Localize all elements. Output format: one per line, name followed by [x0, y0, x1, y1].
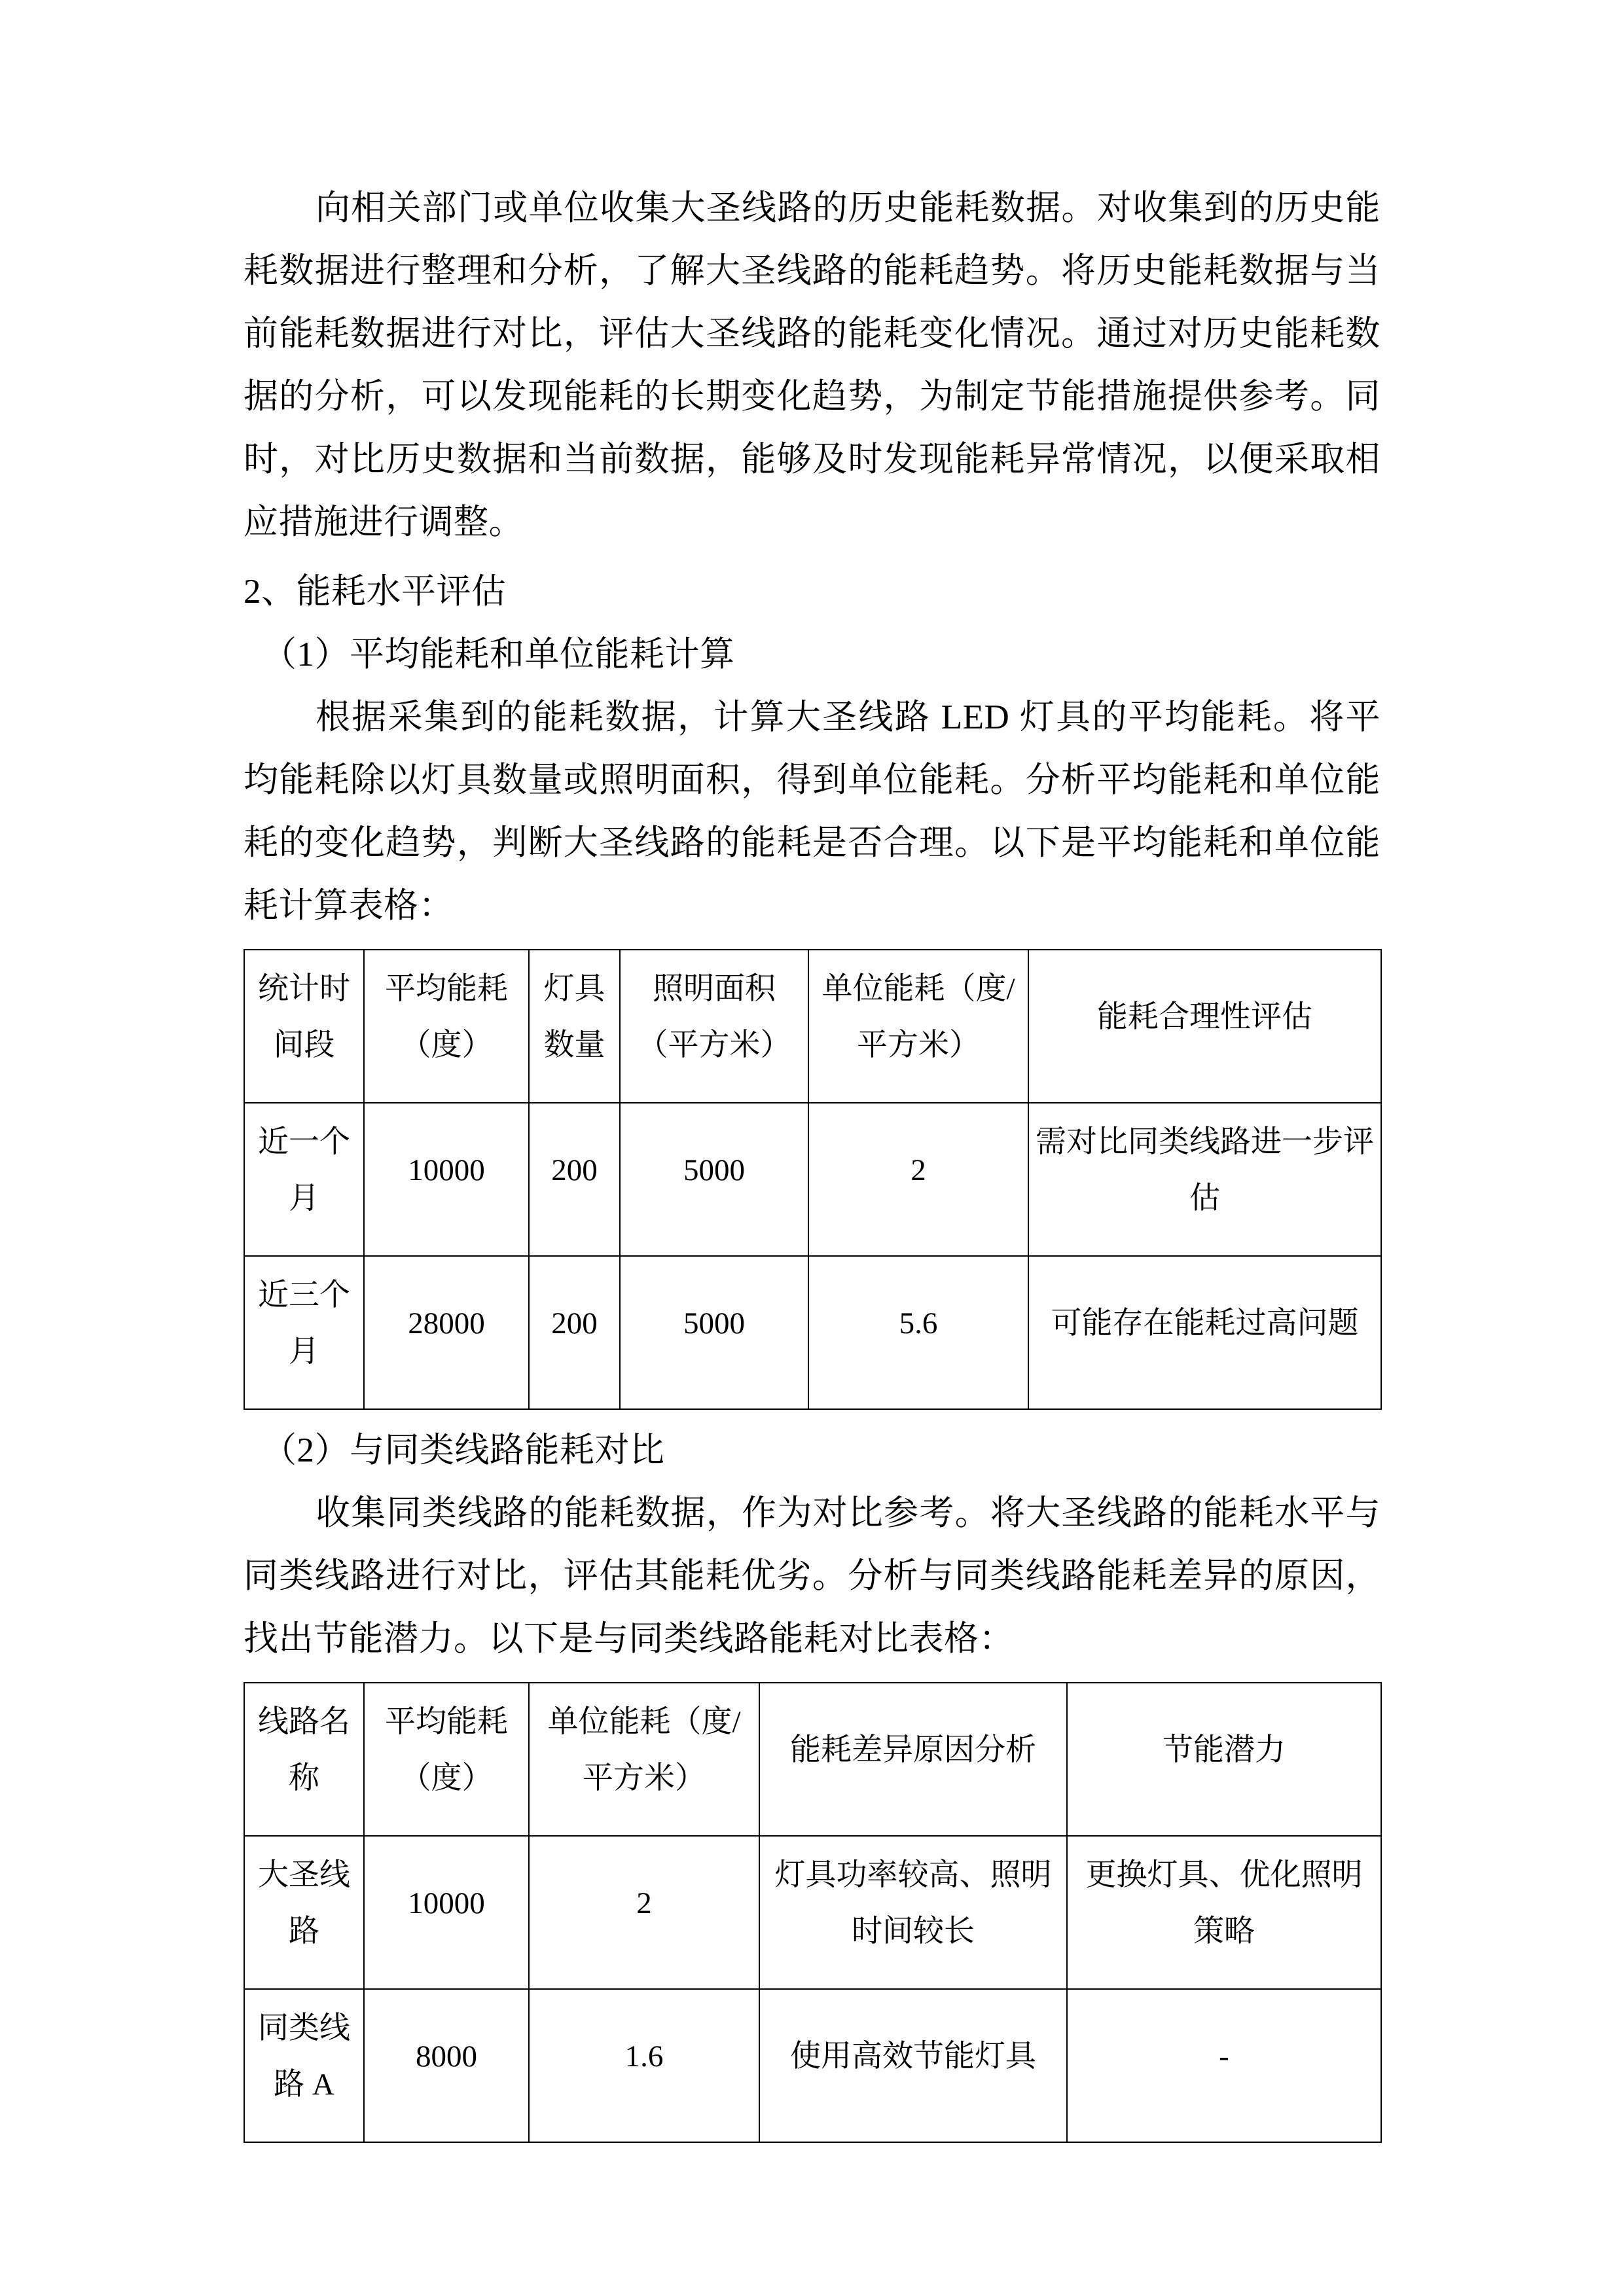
- paragraph-peer-comparison: 收集同类线路的能耗数据，作为对比参考。将大圣线路的能耗水平与同类线路进行对比，评估其能耗优劣。分析与同类线路能耗差异的原因，找出节能潜力。以下是与同类线路能耗对比表格：: [244, 1494, 1380, 1658]
- table-row: [244, 1989, 1381, 2142]
- cell-unit-energy: 2: [808, 1103, 1028, 1256]
- cell-rationality: 需对比同类线路进一步评估: [1028, 1103, 1381, 1256]
- table-header-row: [244, 1683, 1381, 1836]
- cell-avg-energy: 28000: [364, 1256, 529, 1409]
- heading-peer-line-comparison: （2）与同类线路能耗对比: [262, 1431, 665, 1469]
- cell-unit-energy: 5.6: [808, 1256, 1028, 1409]
- cell-period: 近三个月: [244, 1256, 364, 1409]
- column-header-avg-energy: 平均能耗（度）: [364, 950, 529, 1103]
- cell-lamp-count: 200: [529, 1256, 620, 1409]
- cell-rationality: 可能存在能耗过高问题: [1028, 1256, 1381, 1409]
- column-header-difference-cause: 能耗差异原因分析: [759, 1683, 1067, 1836]
- cell-lit-area: 5000: [620, 1103, 808, 1256]
- spacer: [244, 555, 1380, 560]
- column-header-avg-energy: 平均能耗（度）: [364, 1683, 529, 1836]
- cell-avg-energy: 8000: [364, 1989, 529, 2142]
- table-peer-line-comparison: [244, 1682, 1382, 2143]
- column-header-unit-energy: 单位能耗（度/平方米）: [529, 1683, 759, 1836]
- cell-difference-cause: 使用高效节能灯具: [759, 1989, 1067, 2142]
- cell-line-name: 同类线路 A: [244, 1989, 364, 2142]
- cell-avg-energy: 10000: [364, 1103, 529, 1256]
- cell-lit-area: 5000: [620, 1256, 808, 1409]
- cell-lamp-count: 200: [529, 1103, 620, 1256]
- heading-average-and-unit-consumption: （1）平均能耗和单位能耗计算: [262, 636, 735, 673]
- column-header-period: 统计时间段: [244, 950, 364, 1103]
- table-row: [244, 1256, 1381, 1409]
- cell-difference-cause: 灯具功率较高、照明时间较长: [759, 1836, 1067, 1989]
- column-header-unit-energy: 单位能耗（度/平方米）: [808, 950, 1028, 1103]
- heading-energy-level-assessment: 2、能耗水平评估: [244, 573, 507, 611]
- cell-saving-potential: 更换灯具、优化照明策略: [1067, 1836, 1381, 1989]
- cell-period: 近一个月: [244, 1103, 364, 1256]
- column-header-saving-potential: 节能潜力: [1067, 1683, 1381, 1836]
- paragraph-historical-energy-data: 向相关部门或单位收集大圣线路的历史能耗数据。对收集到的历史能耗数据进行整理和分析，了解大圣线路的能耗趋势。将历史能耗数据与当前能耗数据进行对比，评估大圣线路的能耗变化情况。通过对历史能耗数据的分析，可以发现能耗的长期变化趋势，为制定节能措施提供参考。同时，对比历史数据和当前数据，能够及时发现能耗异常情况，以便采取相应措施进行调整。: [244, 189, 1380, 541]
- cell-unit-energy: 2: [529, 1836, 759, 1989]
- cell-avg-energy: 10000: [364, 1836, 529, 1989]
- cell-saving-potential: -: [1067, 1989, 1381, 2142]
- column-header-lamp-count: 灯具数量: [529, 950, 620, 1103]
- page-content: [244, 177, 1380, 2143]
- table-header-row: [244, 950, 1381, 1103]
- column-header-lit-area: 照明面积（平方米）: [620, 950, 808, 1103]
- cell-line-name: 大圣线路: [244, 1836, 364, 1989]
- column-header-line-name: 线路名称: [244, 1683, 364, 1836]
- paragraph-average-unit-calculation: 根据采集到的能耗数据，计算大圣线路 LED 灯具的平均能耗。将平均能耗除以灯具数量或照明面积，得到单位能耗。分析平均能耗和单位能耗的变化趋势，判断大圣线路的能耗是否合理。以下是平均能耗和单位能耗计算表格：: [244, 698, 1380, 925]
- table-row: [244, 1103, 1381, 1256]
- table-average-unit-consumption: [244, 949, 1382, 1410]
- table-row: [244, 1836, 1381, 1989]
- cell-unit-energy: 1.6: [529, 1989, 759, 2142]
- column-header-rationality: 能耗合理性评估: [1028, 950, 1381, 1103]
